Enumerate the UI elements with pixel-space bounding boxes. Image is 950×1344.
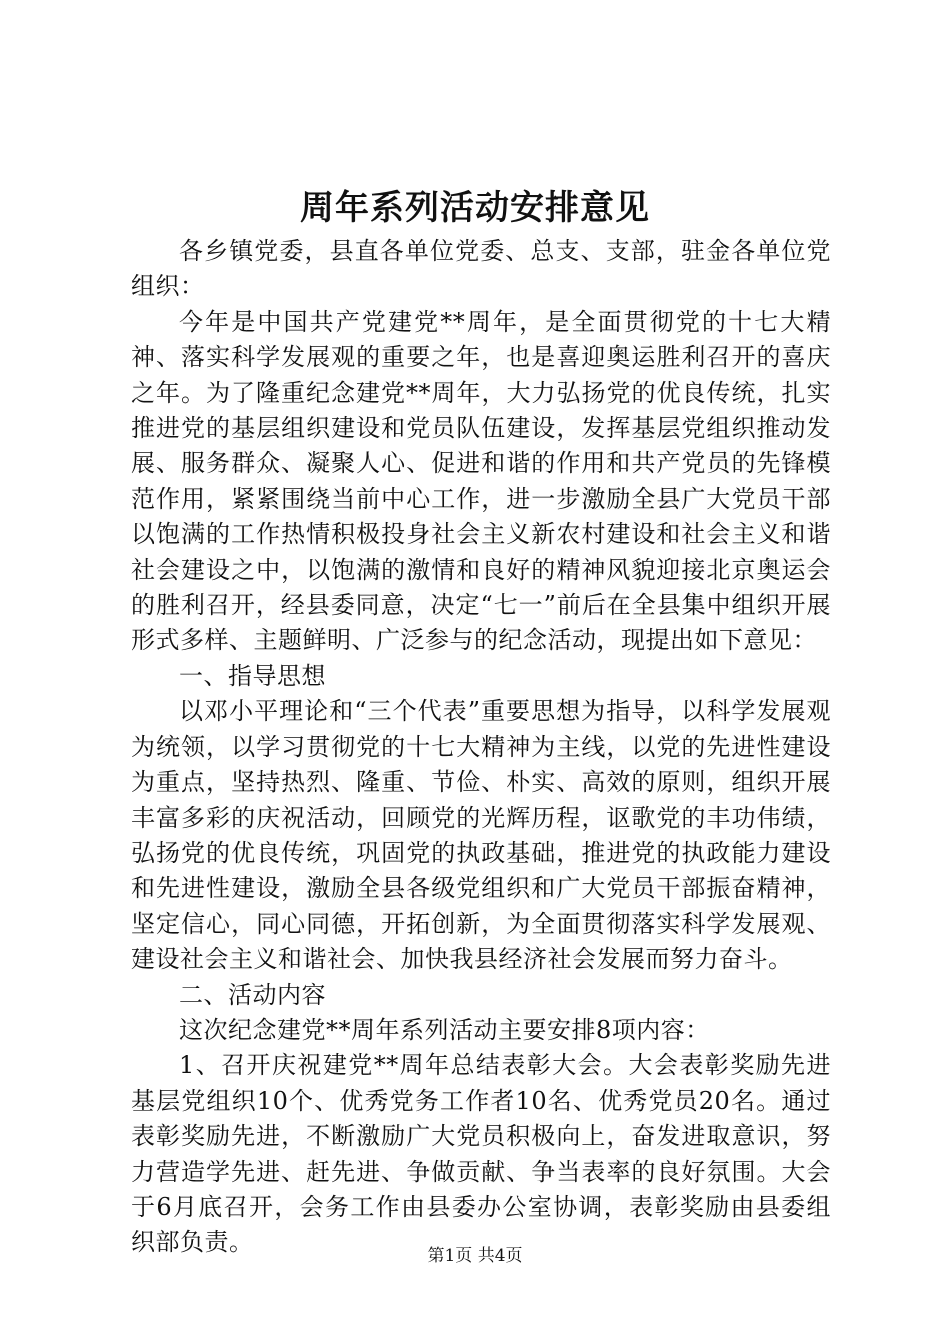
document-body [131,234,831,1261]
intro-paragraph: 今年是中国共产党建党**周年，是全面贯彻党的十七大精神、落实科学发展观的重要之年，也是喜迎奥运胜利召开的喜庆之年。为了隆重纪念建党**周年，大力弘扬党的优良传统，扎实推进党的基层组织建设和党员队伍建设，发挥基层党组织推动发展、服务群众、凝聚人心、促进和谐的作用和共产党员的先锋模范作用，紧紧围绕当前中心工作，进一步激励全县广大党员干部以饱满的工作热情积极投身社会主义新农村建设和社会主义和谐社会建设之中，以饱满的激情和良好的精神风貌迎接北京奥运会的胜利召开，经县委同意，决定“七一”前后在全县集中组织开展形式多样、主题鲜明、广泛参与的纪念活动，现提出如下意见： [131,307,831,655]
activities-intro-paragraph: 这次纪念建党**周年系列活动主要安排8项内容： [179,1015,710,1044]
guiding-ideology-paragraph: 以邓小平理论和“三个代表”重要思想为指导，以科学发展观为统领，以学习贯彻党的十七大精神为主线，以党的先进性建设为重点，坚持热烈、隆重、节俭、朴实、高效的原则，组织开展丰富多彩的庆祝活动，回顾党的光辉历程，讴歌党的丰功伟绩，弘扬党的优良传统，巩固党的执政基础，推进党的执政能力建设和先进性建设，激励全县各级党组织和广大党员干部振奋精神，坚定信心，同心同德，开拓创新，为全面贯彻落实科学发展观、建设社会主义和谐社会、加快我县经济社会发展而努力奋斗。 [131,697,831,974]
document-title: 周年系列活动安排意见 [300,188,650,228]
section-heading-activities: 二、活动内容 [179,980,326,1009]
page-number-footer: 第1页 共4页 [427,1246,523,1266]
section-heading-guiding-ideology: 一、指导思想 [179,661,326,690]
salutation-paragraph: 各乡镇党委，县直各单位党委、总支、支部，驻金各单位党组织： [131,237,831,301]
activity-item-1-paragraph: 1、召开庆祝建党**周年总结表彰大会。大会表彰奖励先进基层党组织10个、优秀党务工作者10名、优秀党员20名。通过表彰奖励先进，不断激励广大党员积极向上，奋发进取意识，努力营造学先进、赶先进、争做贡献、争当表率的良好氛围。大会于6月底召开，会务工作由县委办公室协调，表彰奖励由县委组织部负责。 [131,1051,831,1257]
